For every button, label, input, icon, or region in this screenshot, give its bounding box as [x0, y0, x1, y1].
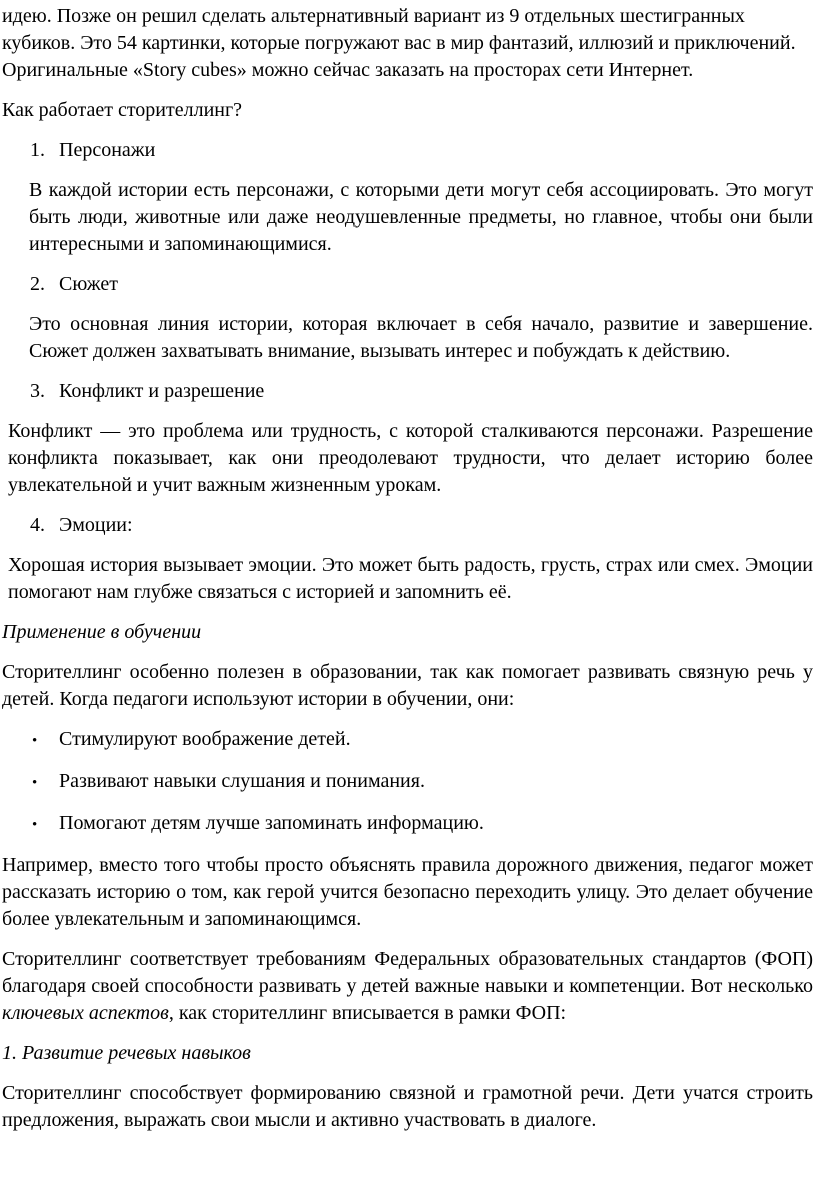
bullet-icon: •	[32, 775, 38, 791]
list-number: 2.	[30, 273, 45, 295]
paragraph-characters-description: В каждой истории есть персонажи, с которыми дети могут себя ассоциировать. Это могут быть люди, животные или даже неодушевленные предметы, но главное, чтобы они были интересными и запоминающимися.	[29, 179, 813, 255]
bullet-item-listening	[32, 768, 813, 797]
list-number: 4.	[30, 514, 45, 536]
numbered-item-characters	[30, 137, 813, 164]
heading-how-storytelling-works: Как работает сторителлинг?	[2, 99, 243, 121]
paragraph-example: Например, вместо того чтобы просто объяснять правила дорожного движения, педагог может рассказать историю о том, как герой учится безопасно переходить улицу. Это делает обучение более увлекательным и запоминающимся.	[2, 854, 813, 930]
list-number: 3.	[30, 380, 45, 402]
paragraph-speech-skills: Сторителлинг способствует формированию связной и грамотной речи. Дети учатся строить предложения, выражать свои мысли и активно участвовать в диалоге.	[2, 1082, 813, 1131]
paragraph-plot-description: Это основная линия истории, которая включает в себя начало, развитие и завершение. Сюжет должен захватывать внимание, вызывать интерес и побуждать к действию.	[29, 313, 813, 362]
paragraph-conflict-description: Конфликт — это проблема или трудность, с которой сталкиваются персонажи. Разрешение конфликта показывает, как они преодолевают трудности, что делает историю более увлекательной и учит важным жизненным урокам.	[8, 420, 813, 496]
bullet-icon: •	[32, 817, 38, 833]
heading-application-in-education: Применение в обучении	[2, 621, 202, 643]
list-number: 1.	[30, 139, 45, 161]
numbered-item-emotions	[30, 512, 813, 539]
numbered-item-conflict	[30, 378, 813, 405]
numbered-item-plot	[30, 271, 813, 298]
bullet-item-memory	[32, 810, 813, 839]
list-item-title: Конфликт и разрешение	[59, 380, 265, 402]
paragraph-emotions-description: Хорошая история вызывает эмоции. Это может быть радость, грусть, страх или смех. Эмоции помогают нам глубже связаться с историей и запомнить её.	[8, 554, 813, 603]
fop-text-before: Сторителлинг соответствует требованиям Федеральных образовательных стандартов (ФОП) благодаря своей способности развивать у детей важные навыки и компетенции. Вот несколько	[2, 948, 813, 997]
bullet-item-text: Развивают навыки слушания и понимания.	[59, 770, 425, 792]
paragraph-fop	[2, 946, 813, 1027]
bullet-item-text: Помогают детям лучше запоминать информацию.	[59, 812, 484, 834]
fop-text-italic: ключевых аспектов	[2, 1002, 169, 1024]
paragraph-application-intro: Сторителлинг особенно полезен в образовании, так как помогает развивать связную речь у детей. Когда педагоги используют истории в обучении, они:	[2, 661, 813, 710]
bullet-item-text: Стимулируют воображение детей.	[59, 728, 351, 750]
bullet-icon: •	[32, 733, 38, 749]
bullet-item-imagination	[32, 726, 813, 755]
list-item-title: Сюжет	[59, 273, 118, 295]
heading-speech-skills: 1. Развитие речевых навыков	[2, 1042, 251, 1064]
list-item-title: Эмоции:	[59, 514, 133, 536]
paragraph-intro: идею. Позже он решил сделать альтернативный вариант из 9 отдельных шестигранных кубиков. Это 54 картинки, которые погружают вас в мир фантазий, иллюзий и приключений. Оригинальные «Story cubes» можно сейчас заказать на просторах сети Интернет.	[2, 5, 796, 81]
list-item-title: Персонажи	[59, 139, 156, 161]
fop-text-after: , как сторителлинг вписывается в рамки ФОП:	[168, 1002, 567, 1024]
